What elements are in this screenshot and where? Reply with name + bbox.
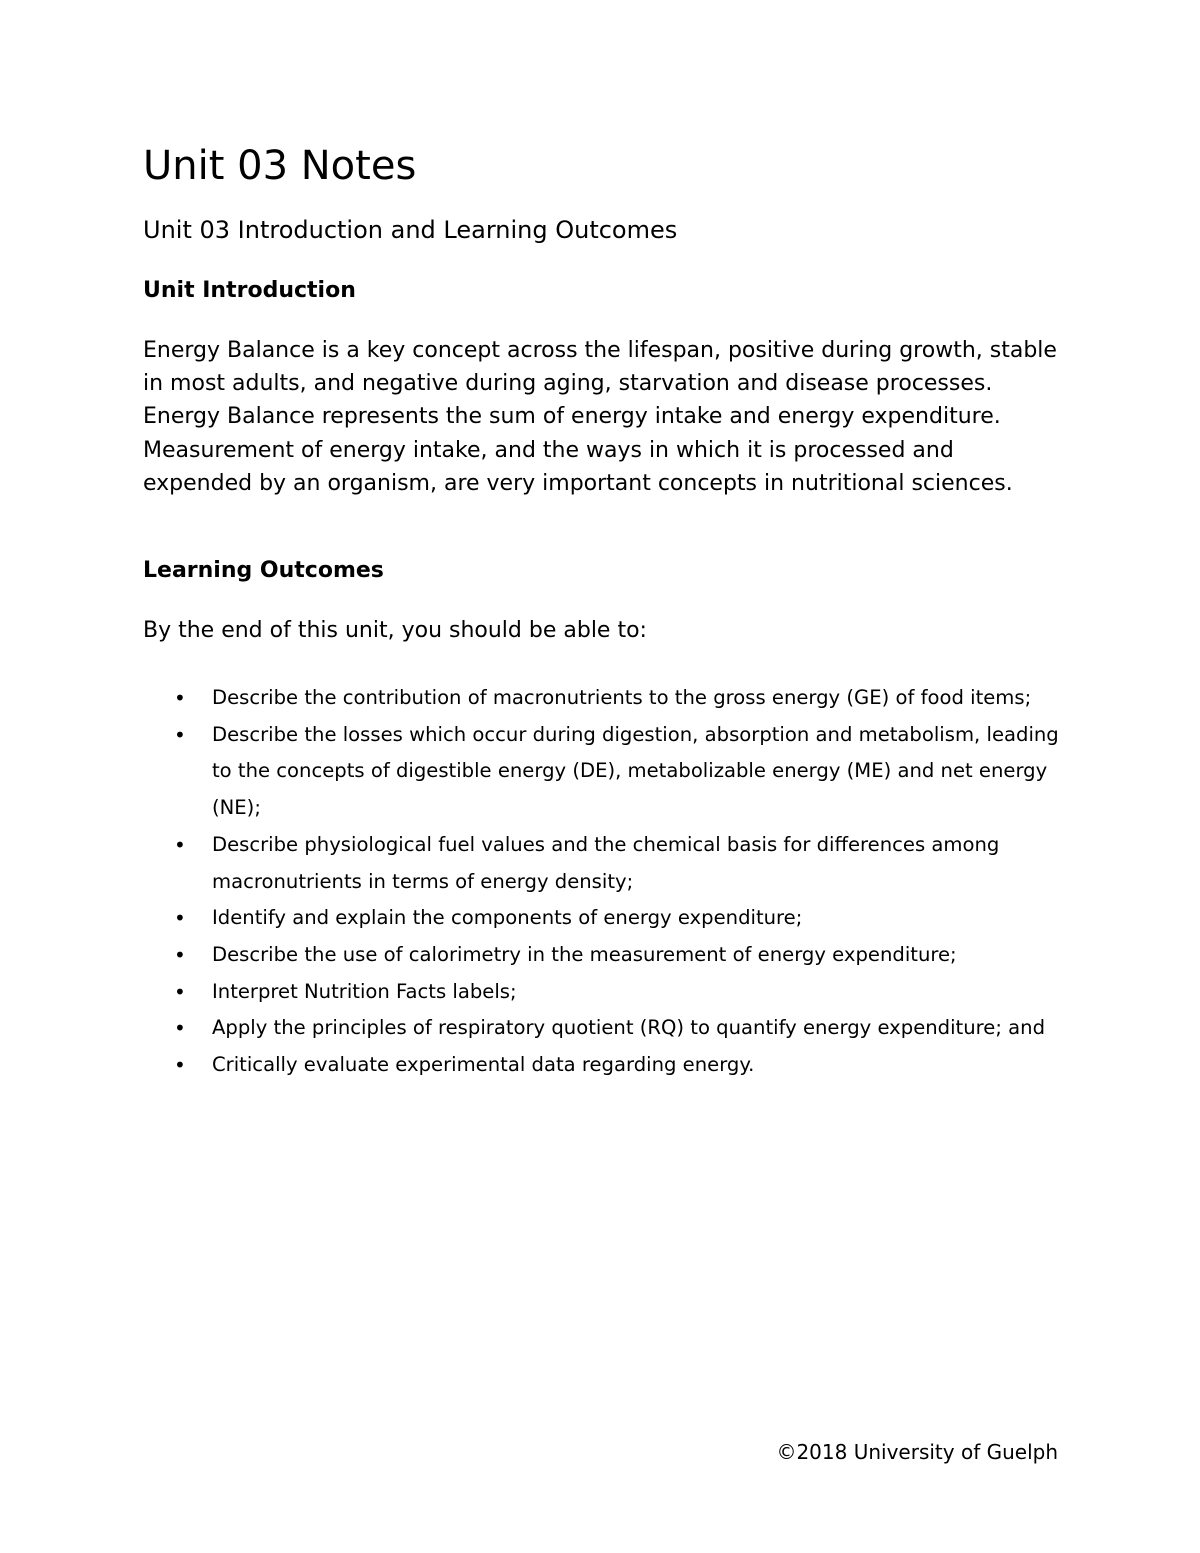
list-item-text: Describe the contribution of macronutrients to the gross energy (GE) of food items; <box>212 686 1032 709</box>
page-title: Unit 03 Notes <box>143 143 417 189</box>
list-item <box>143 1047 1063 1084</box>
list-item-text: Interpret Nutrition Facts labels; <box>212 979 517 1003</box>
list-item-text: Identify and explain the components of energy expenditure; <box>212 906 803 930</box>
bullet-icon: • <box>174 906 186 931</box>
copyright-footer: ©2018 University of Guelph <box>776 1440 1058 1464</box>
bullet-icon: • <box>174 942 186 967</box>
list-item-text: Describe the losses which occur during digestion, absorption and metabolism, leading to the concepts of digestible energy (DE), metabolizable energy (ME) and net energy (NE); <box>212 722 1059 820</box>
list-item <box>143 717 1063 827</box>
bullet-icon: • <box>174 832 186 857</box>
list-item-text: Apply the principles of respiratory quotient (RQ) to quantify energy expenditure; and <box>212 1016 1046 1040</box>
list-item <box>143 900 1063 937</box>
bullet-icon: • <box>174 1016 186 1041</box>
section-heading-unit-introduction: Unit Introduction <box>143 278 356 303</box>
page-subtitle: Unit 03 Introduction and Learning Outcomes <box>143 216 678 244</box>
list-item <box>143 937 1063 974</box>
list-item <box>143 1010 1063 1047</box>
bullet-icon: • <box>174 1053 186 1078</box>
outcomes-lead-in: By the end of this unit, you should be able to: <box>143 618 647 643</box>
list-item-text: Critically evaluate experimental data regarding energy. <box>212 1053 755 1077</box>
bullet-icon: • <box>174 686 186 710</box>
intro-paragraph: Energy Balance is a key concept across the lifespan, positive during growth, stable in most adults, and negative during aging, starvation and disease processes. Energy Balance represents the sum of energy intake and energy expenditure. Measurement of energy intake, and the ways in which it is processed and expended by an organism, are very important concepts in nutritional sciences. <box>143 338 1057 496</box>
bullet-icon: • <box>174 979 186 1004</box>
list-item-text: Describe physiological fuel values and the chemical basis for differences among macronutrients in terms of energy density; <box>212 832 1000 893</box>
list-item-text: Describe the use of calorimetry in the measurement of energy expenditure; <box>212 942 957 966</box>
bullet-icon: • <box>174 722 186 747</box>
section-heading-learning-outcomes: Learning Outcomes <box>143 558 384 583</box>
list-item <box>143 974 1063 1011</box>
learning-outcomes-list <box>143 680 1063 1084</box>
list-item <box>143 827 1063 900</box>
list-item <box>143 680 1063 717</box>
